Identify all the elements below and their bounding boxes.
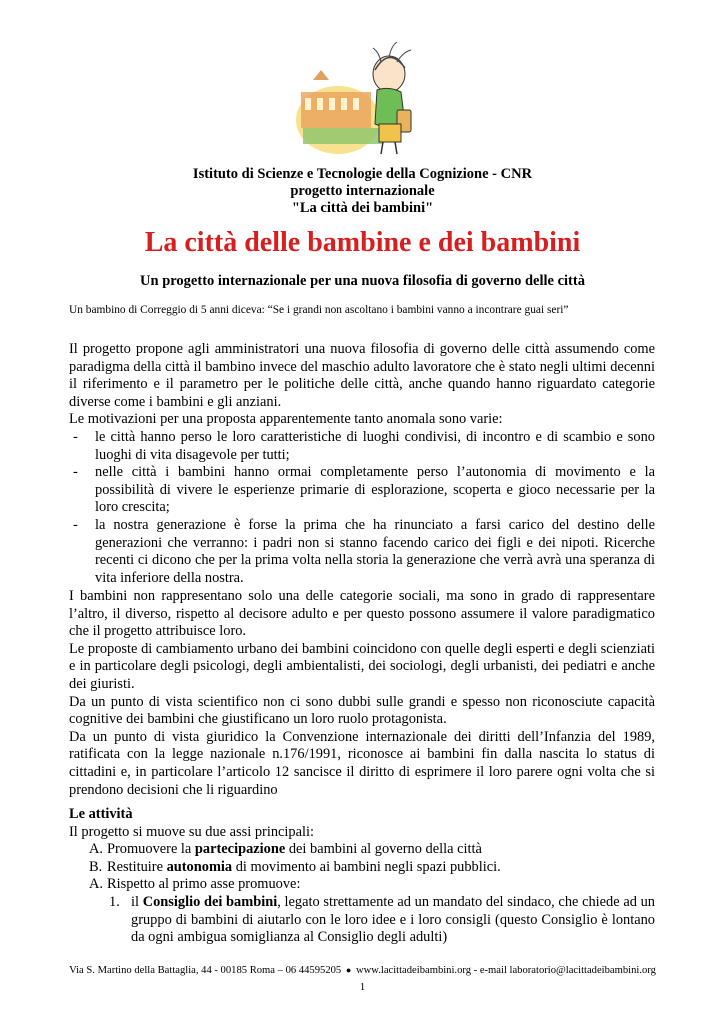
project-line: progetto internazionale — [290, 183, 435, 199]
rationale-paragraph: Da un punto di vista giuridico la Convenzione internazionale dei diritti dell’Infanzia del 1989, ratificata con la legge nazionale n.176/1991, riconosce ai bambini fin dalla nascita lo status di cittadini e, in particolare l’articolo 12 sancisce il diritto di esprimere il loro parere ogni volta che si prendono decisioni che li riguardino — [69, 728, 655, 798]
footer-email[interactable]: - e-mail laboratorio@lacittadeibambini.org — [473, 965, 656, 976]
child-quote: Un bambino di Correggio di 5 anni diceva: “Se i grandi non ascoltano i bambini vanno a incontrare guai seri” — [69, 304, 569, 316]
footer-address: Via S. Martino della Battaglia, 44 - 00185 Roma – 06 44595205 — [69, 965, 342, 976]
activities-intro: Il progetto si muove su due assi principali: — [69, 823, 314, 840]
activities-section — [69, 806, 655, 947]
list-item: - nelle città i bambini hanno ormai completamente perso l’autonomia di movimento e la possibilità di vivere le esperienze primarie di esplorazione, scoperta e gioco necessarie per la loro crescita; — [69, 464, 655, 517]
intro-section — [69, 341, 655, 587]
rationale-section — [69, 588, 655, 799]
item-text: , legato strettamente ad un mandato del sindaco, che chiede ad un gruppo di bambini di aiutarlo con le loro idee e i loro consigli (questo Consiglio è lontano da ogni ambigua somiglianza al Consiglio degli adulti) — [131, 893, 655, 946]
list-item: - le città hanno perso le loro caratteristiche di luoghi condivisi, di incontro e di scambio e sono luoghi di vita disagevole per tutti; — [69, 429, 655, 464]
rationale-paragraph: Le proposte di cambiamento urbano dei bambini coincidono con quelle degli esperti e degli scienziati e in particolare degli psicologi, degli ambientalisti, dei sociologi, degli urbanisti, dei pediatri e anche dei giuristi. — [69, 640, 655, 692]
motivations-paragraph: Le motivazioni per una proposta apparentemente tanto anomala sono varie: — [69, 411, 503, 428]
item-text: dei bambini al governo della città — [285, 841, 482, 858]
list-item — [69, 894, 655, 947]
intro-paragraph: Il progetto propone agli amministratori una nuova filosofia di governo delle città assumendo come paradigma della città il bambino invece del maschio adulto lavoratore che è stato negli ultimi decenni il riferimento e il parametro per le politiche delle città, anche quando hanno riguardato categorie diverse come i bambini e gli anziani. — [69, 341, 655, 410]
rationale-paragraph: Da un punto di vista scientifico non ci sono dubbi sulle grandi e spesso non riconosciute capacità cognitive dei bambini che giustificano un loro ruolo protagonista. — [69, 693, 655, 728]
item-text: Promuovere la — [107, 841, 195, 858]
motivations-list — [69, 429, 655, 587]
item-emphasis: partecipazione — [194, 841, 286, 858]
item-text: Rispetto al primo asse promuove: — [107, 876, 301, 893]
sub-activities-list — [69, 894, 655, 947]
item-text: il — [131, 893, 143, 910]
list-item: - la nostra generazione è forse la prima che ha rinunciato a farsi carico del destino delle generazioni che verranno: i padri non si stanno facendo carico dei figli e dei nipoti. Ricerche recenti ci dicono che per la prima volta nella storia la generazione che verrà avrà una speranza di vita inferiore della nostra. — [69, 517, 655, 587]
list-item — [69, 841, 655, 859]
page-footer — [0, 964, 725, 977]
institute-name: Istituto di Scienze e Tecnologie della Cognizione - CNR — [192, 166, 533, 182]
page-title: La città delle bambine e dei bambini — [144, 227, 581, 258]
list-item — [69, 876, 655, 894]
list-marker: B. — [89, 858, 103, 875]
item-text: Restituire — [107, 858, 167, 875]
city-of-children-logo — [293, 40, 428, 158]
list-marker: A. — [89, 841, 103, 858]
page-number: 1 — [359, 981, 366, 993]
list-marker: 1. — [109, 893, 120, 910]
list-item — [69, 859, 655, 877]
rationale-paragraph: I bambini non rappresentano solo una delle categorie sociali, ma sono in grado di rappresentare l’altro, il diverso, rispetto al decisore adulto e per questo possono assumere il valore paradigmatico che il progetto attribuisce loro. — [69, 588, 655, 640]
list-marker: A. — [89, 876, 103, 893]
item-emphasis: Consiglio dei bambini — [142, 893, 278, 910]
item-text: di movimento ai bambini negli spazi pubblici. — [232, 858, 501, 875]
bullet-dot-icon: ● — [345, 965, 352, 975]
project-name: "La città dei bambini" — [291, 200, 434, 216]
footer-website[interactable]: www.lacittadeibambini.org — [355, 965, 471, 976]
activities-list — [69, 841, 655, 894]
page-subtitle: Un progetto internazionale per una nuova filosofia di governo delle città — [140, 273, 585, 289]
item-emphasis: autonomia — [166, 858, 233, 875]
activities-heading: Le attività — [69, 806, 133, 822]
